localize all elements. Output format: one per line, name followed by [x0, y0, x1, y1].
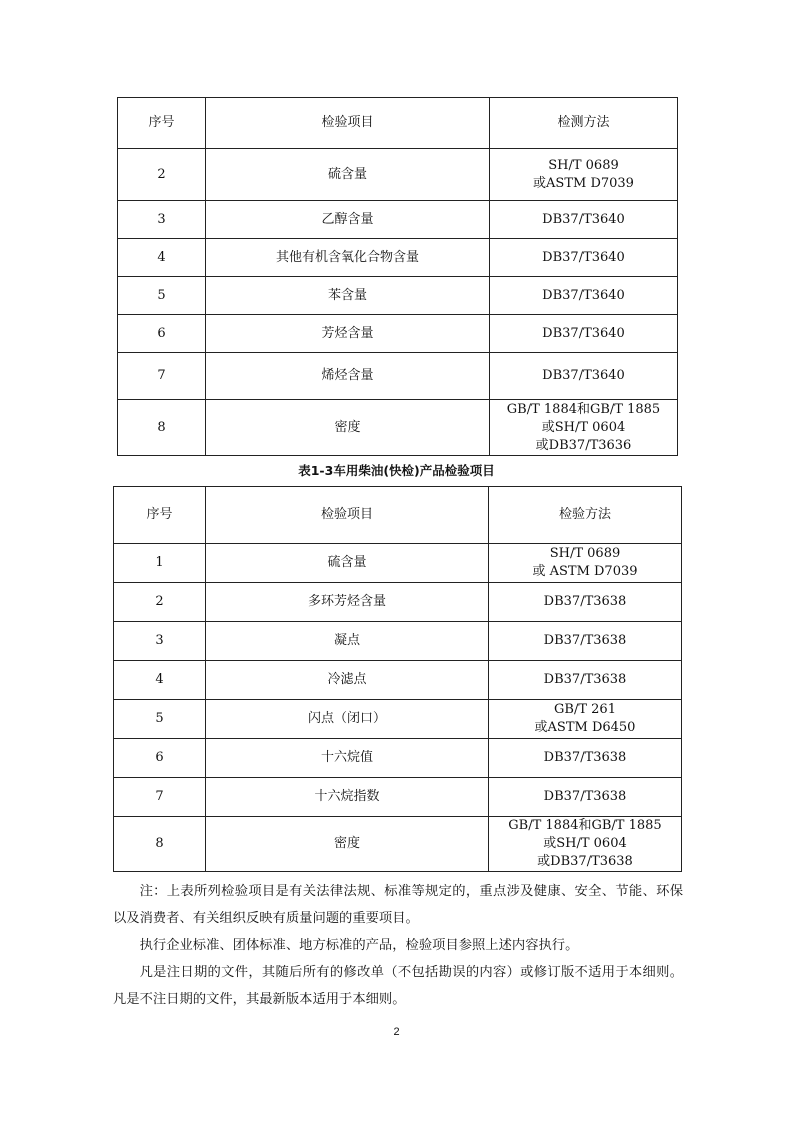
- row-no: 7: [118, 353, 206, 400]
- table-row: [118, 201, 678, 239]
- row-item: 苯含量: [206, 277, 490, 315]
- method-line: GB/T 1884和GB/T 1885: [508, 818, 662, 833]
- row-item: 冷滤点: [206, 661, 489, 700]
- header-item: 检验项目: [206, 98, 490, 149]
- note-paragraph: 执行企业标准、团体标准、地方标准的产品，检验项目参照上述内容执行。: [139, 938, 579, 953]
- table-row: [114, 583, 682, 622]
- row-method: DB37/T3638: [489, 583, 682, 622]
- method-line: GB/T 1884和GB/T 1885: [506, 401, 661, 417]
- header-method: 检测方法: [490, 98, 678, 149]
- method-line: GB/T 261: [554, 702, 616, 717]
- method-line: 或DB37/T3636: [535, 437, 632, 453]
- note-paragraph: 注：上表所列检验项目是有关法律法规、标准等规定的，重点涉及健康、安全、节能、环保以及消费者、有关组织反映有质量问题的重要项目。: [113, 884, 683, 926]
- row-no: 7: [114, 778, 206, 817]
- header-no: 序号: [114, 487, 206, 544]
- row-method: DB37/T3640: [490, 201, 678, 239]
- row-item: 其他有机含氧化合物含量: [206, 239, 490, 277]
- method-line: SH/T 0689: [548, 157, 619, 173]
- table-row: [118, 353, 678, 400]
- row-no: 5: [118, 277, 206, 315]
- header-method: 检验方法: [489, 487, 682, 544]
- method-line: SH/T 0689: [549, 546, 621, 561]
- row-item: 十六烷指数: [206, 778, 489, 817]
- gasoline-inspection-table: [117, 97, 678, 456]
- row-no: 2: [114, 583, 206, 622]
- method-line: 或ASTM D7039: [533, 175, 634, 191]
- header-no: 序号: [118, 98, 206, 149]
- table-row: [114, 778, 682, 817]
- row-method: [489, 544, 682, 583]
- row-method: [489, 817, 682, 872]
- method-line: 或ASTM D6450: [534, 720, 636, 735]
- row-item: 闪点（闭口）: [206, 700, 489, 739]
- row-no: 8: [114, 817, 206, 872]
- table-row: [114, 544, 682, 583]
- row-item: 硫含量: [206, 149, 490, 201]
- row-method: DB37/T3640: [490, 277, 678, 315]
- table-caption: 表1-3车用柴油(快检)产品检验项目: [298, 463, 495, 478]
- table-row: [118, 149, 678, 201]
- method-line: 或DB37/T3638: [537, 854, 633, 869]
- row-no: 3: [114, 622, 206, 661]
- header-item: 检验项目: [206, 487, 489, 544]
- row-no: 2: [118, 149, 206, 201]
- row-no: 3: [118, 201, 206, 239]
- row-method: [489, 700, 682, 739]
- table-row: [114, 739, 682, 778]
- row-no: 6: [118, 315, 206, 353]
- row-method: DB37/T3640: [490, 239, 678, 277]
- row-method: DB37/T3638: [489, 778, 682, 817]
- row-item: 乙醇含量: [206, 201, 490, 239]
- row-item: 芳烃含量: [206, 315, 490, 353]
- row-method: DB37/T3638: [489, 661, 682, 700]
- page-number: 2: [393, 1026, 400, 1038]
- table-row: [114, 622, 682, 661]
- method-line: 或SH/T 0604: [541, 419, 626, 435]
- table-row: [114, 700, 682, 739]
- table-row: [114, 661, 682, 700]
- table-row: [118, 277, 678, 315]
- row-item: 硫含量: [206, 544, 489, 583]
- notes-section: [113, 878, 683, 1013]
- row-method: [490, 149, 678, 201]
- row-no: 4: [118, 239, 206, 277]
- row-no: 1: [114, 544, 206, 583]
- table-row: [118, 239, 678, 277]
- row-item: 烯烃含量: [206, 353, 490, 400]
- row-method: DB37/T3638: [489, 622, 682, 661]
- row-method: DB37/T3640: [490, 315, 678, 353]
- row-no: 5: [114, 700, 206, 739]
- table-header-row: [118, 98, 678, 149]
- row-item: 凝点: [206, 622, 489, 661]
- row-no: 4: [114, 661, 206, 700]
- row-no: 8: [118, 400, 206, 456]
- note-paragraph: 凡是注日期的文件，其随后所有的修改单（不包括勘误的内容）或修订版不适用于本细则。凡是不注日期的文件，其最新版本适用于本细则。: [113, 965, 683, 1007]
- row-item: 十六烷值: [206, 739, 489, 778]
- row-item: 密度: [206, 817, 489, 872]
- method-line: 或 ASTM D7039: [532, 564, 638, 579]
- row-method: [490, 400, 678, 456]
- row-no: 6: [114, 739, 206, 778]
- row-method: DB37/T3638: [489, 739, 682, 778]
- table-header-row: [114, 487, 682, 544]
- table-row: [118, 400, 678, 456]
- method-line: 或SH/T 0604: [543, 836, 627, 851]
- diesel-inspection-table: [113, 486, 682, 872]
- row-item: 密度: [206, 400, 490, 456]
- row-item: 多环芳烃含量: [206, 583, 489, 622]
- table-row: [118, 315, 678, 353]
- row-method: DB37/T3640: [490, 353, 678, 400]
- table-row: [114, 817, 682, 872]
